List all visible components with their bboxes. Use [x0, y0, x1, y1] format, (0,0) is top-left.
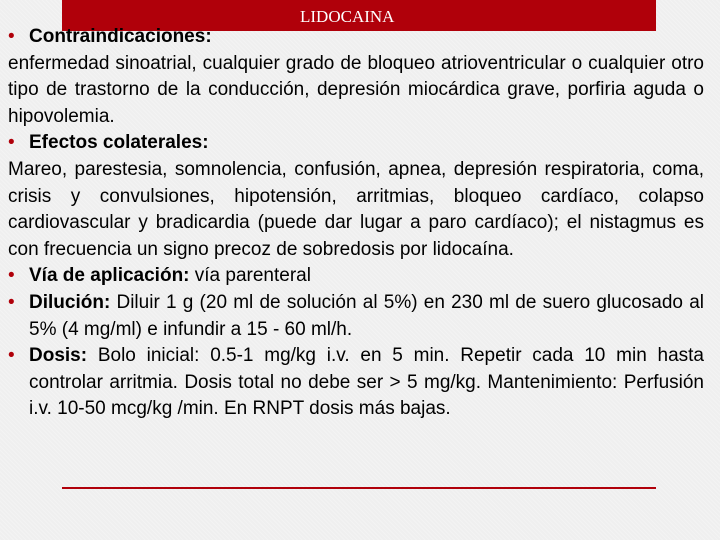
text-dosis: Bolo inicial: 0.5-1 mg/kg i.v. en 5 min. Repetir cada 10 min hasta controlar arritmia. Dosis total no debe ser > 5 mg/kg. Mantenimiento: Perfusión i.v. 10-50 mcg/kg /min. En RNPT dosis más bajas. — [29, 345, 704, 420]
bullet-icon: • — [8, 291, 15, 313]
heading-via: Vía de aplicación: — [29, 265, 190, 287]
text-via: vía parenteral — [189, 265, 311, 287]
heading-dosis: Dosis: — [29, 345, 88, 367]
bullet-efectos — [8, 130, 704, 157]
bullet-icon: • — [8, 26, 15, 47]
bullet-icon: • — [8, 132, 15, 154]
bottom-divider — [62, 487, 656, 489]
text-contraindicaciones: enfermedad sinoatrial, cualquier grado de bloqueo atrioventricular o cualquier otro tipo de trastorno de la conducción, depresión miocárdica grave, porfiria aguda o hipovolemia. — [8, 52, 704, 127]
bullet-icon: • — [8, 265, 15, 287]
heading-contraindicaciones: Contraindicaciones: — [29, 26, 212, 47]
bullet-dosis — [8, 343, 704, 423]
bullet-icon: • — [8, 345, 15, 367]
bullet-dilucion — [8, 290, 704, 343]
bullet-via — [8, 263, 704, 290]
heading-efectos: Efectos colaterales: — [29, 132, 209, 154]
slide-title: LIDOCAINA — [300, 7, 395, 26]
slide-content — [8, 24, 704, 423]
bullet-contraindicaciones — [8, 24, 704, 51]
text-efectos: Mareo, parestesia, somnolencia, confusión, apnea, depresión respiratoria, coma, crisis y convulsiones, hipotensión, arritmias, bloqueo cardíaco, colapso cardiovascular y bradicardia (puede dar lugar a paro cardíaco); el nistagmus es con frecuencia un signo precoz de sobredosis por lidocaína. — [8, 158, 704, 260]
text-dilucion: Diluir 1 g (20 ml de solución al 5%) en 230 ml de suero glucosado al 5% (4 mg/ml) e infundir a 15 - 60 ml/h. — [29, 291, 704, 340]
heading-dilucion: Dilución: — [29, 291, 111, 313]
